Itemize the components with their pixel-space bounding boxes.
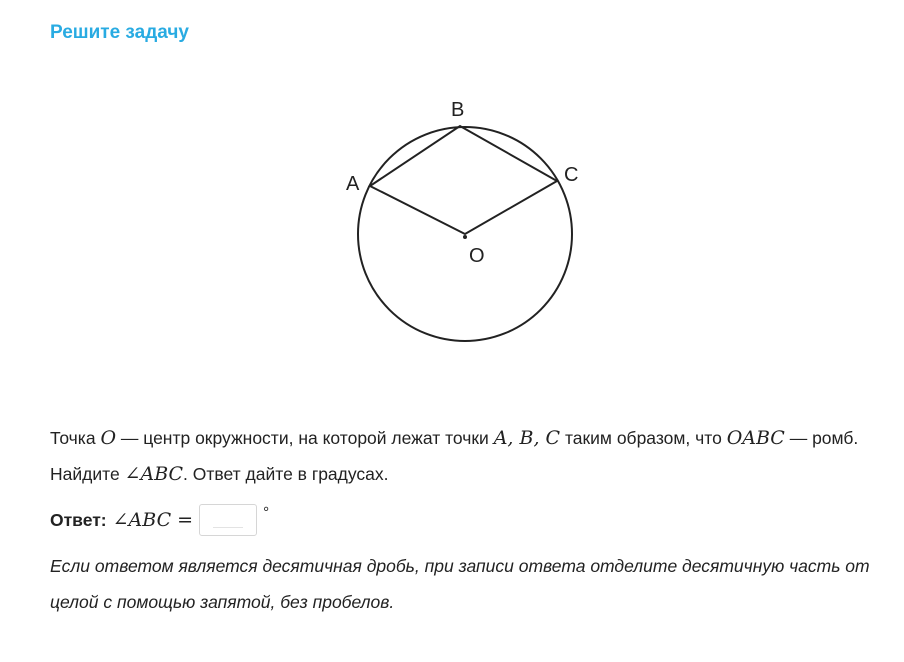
math-oabc: OABC — [726, 427, 785, 449]
label-point-a: A — [346, 173, 360, 195]
math-o: O — [100, 427, 117, 449]
degree-unit: ° — [263, 504, 270, 521]
label-point-b: B — [451, 99, 465, 121]
problem-statement — [50, 420, 870, 492]
answer-format-note: Если ответом является десятичная дробь, при записи ответа отделите десятичную часть от целой с помощью запятой, без пробелов. — [50, 556, 870, 612]
problem-text-1: Точка — [50, 428, 101, 448]
geometry-figure — [330, 88, 610, 353]
math-angle-abc: ∠ABC — [124, 463, 184, 485]
answer-input[interactable] — [199, 504, 257, 536]
label-point-o: O — [469, 245, 485, 267]
rhombus-oabc — [370, 126, 557, 234]
answer-label: Ответ: — [50, 509, 107, 530]
task-title: Решите задачу — [50, 22, 189, 43]
problem-text-5: . Ответ дайте в градусах. — [183, 464, 389, 484]
label-point-c: C — [564, 164, 579, 186]
math-points: A, B, C — [493, 427, 561, 449]
answer-expression: ∠ABC = — [112, 509, 194, 531]
figure-svg — [330, 88, 610, 353]
center-point-o — [463, 235, 467, 239]
problem-text-3: таким образом, что — [560, 428, 727, 448]
answer-row — [50, 502, 269, 538]
problem-text-2: — центр окружности, на которой лежат точки — [116, 428, 494, 448]
problem-text-4: — ромб. Найдите — [50, 428, 859, 484]
